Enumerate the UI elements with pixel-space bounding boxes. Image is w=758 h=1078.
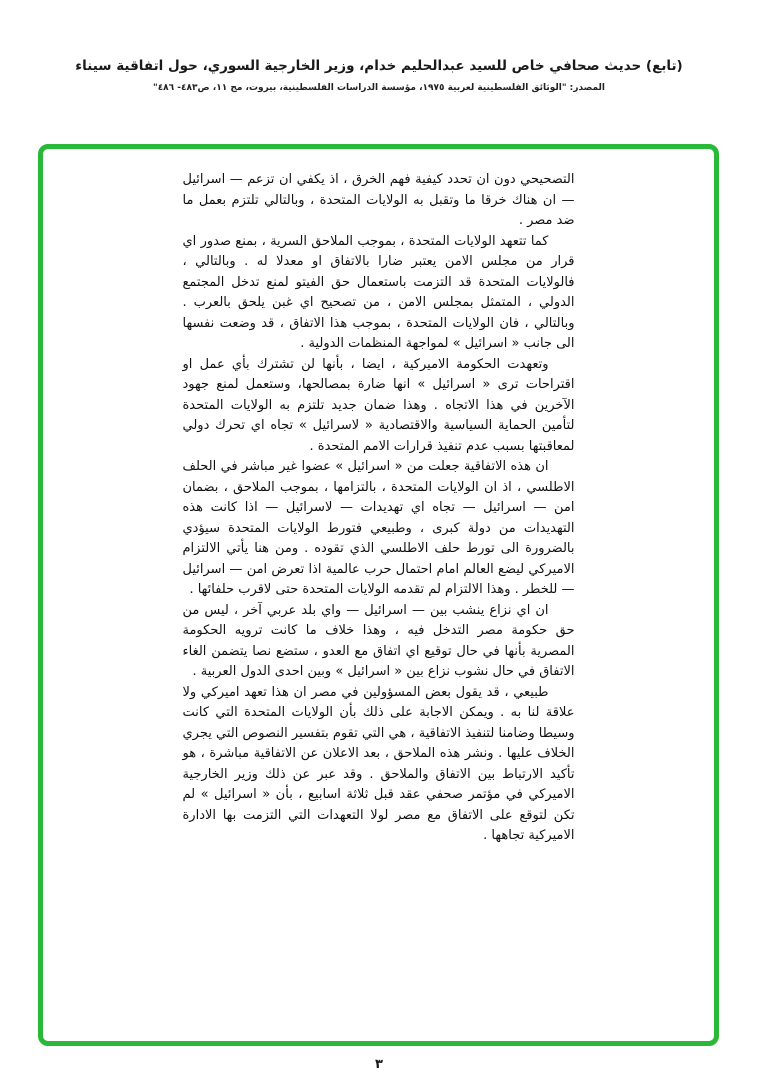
source-citation: المصدر: "الوثائق الفلسطينية لعربية ١٩٧٥، مؤسسة الدراسات الفلسطينية، بيروت، مج ١١، ص٤٨٣- ٤٨٦" (152, 83, 606, 93)
paragraph: التصحيحي دون ان تحدد كيفية فهم الخرق ، اذ يكفي ان تزعم — اسرائيل — ان هناك خرقا ما وتقبل به الولايات المتحدة ، وبالتالي تلتزم بعمل ما ضد مصر . (182, 172, 575, 228)
paragraph: طبيعي ، قد يقول بعض المسؤولين في مصر ان هذا تعهد اميركي ولا علاقة لنا به . ويمكن الاجابة على ذلك بأن الولايات المتحدة التي كانت وسيطا وضامنا لتنفيذ الاتفاقية ، هي التي تقوم بتفسير النصوص التي يجري الخلاف عليها . ونشر هذه الملاحق ، بعد الاعلان عن الاتفاقية مباشرة ، هو تأكيد الارتباط بين الاتفاق والملاحق . وقد عبر عن ذلك وزير الخارجية الاميركي في مؤتمر صحفي عقد قبل ثلاثة اسابيع ، بأن « اسرائيل » لم تكن لتوقع على الاتفاق مع مصر لولا التعهدات التي التزمت بها الادارة الاميركية تجاهها . (182, 684, 575, 843)
green-border-frame (38, 144, 719, 1046)
paragraph: كما تتعهد الولايات المتحدة ، بموجب الملاحق السرية ، بمنع صدور اي قرار من مجلس الامن يعتبر ضارا بالاتفاق او معدلا له . وبالتالي ، فالولايات المتحدة قد التزمت باستعمال حق الفيتو لمنع تدخل المجتمع الدولي ، المتمثل بمجلس الامن ، من تصحيح اي غبن يلحق بالعرب . وبالتالي ، فان الولايات المتحدة ، بموجب هذا الاتفاق ، قد وضعت نفسها الى جانب « اسرائيل » لمواجهة المنظمات الدولية . (182, 233, 575, 351)
body-text (183, 170, 575, 847)
paragraph: وتعهدت الحكومة الاميركية ، ايضا ، بأنها لن تشترك بأي عمل او اقتراحات ترى « اسرائيل » انها ضارة بمصالحها، وستعمل لمنع جهود الآخرين في هذا الاتجاه . وهذا ضمان جديد تلتزم به الولايات المتحدة لتأمين الحماية السياسية والاقتصادية « لاسرائيل » تجاه اي تحرك دولي لمعاقبتها بسبب عدم تنفيذ قرارات الامم المتحدة . (182, 356, 575, 454)
paragraph: ان هذه الاتفاقية جعلت من « اسرائيل » عضوا غير مباشر في الحلف الاطلسي ، اذ ان الولايات المتحدة ، بالتزامها ، بموجب الملاحق ، بضمان امن — اسرائيل — تجاه اي تهديدات — لاسرائيل — اذا كانت هذه التهديدات من دولة كبرى ، وطبيعي فتورط الولايات المتحدة سيؤدي بالضرورة الى تورط حلف الاطلسي الذي تقوده . ومن هنا يأتي الالتزام الاميركي ليضع العالم امام احتمال حرب عالمية اذا تعرض امن — اسرائيل — للخطر . وهذا الالتزام لم تقدمه الولايات المتحدة حتى لاقرب حلفائها . (182, 459, 575, 597)
document-title: (تابع) حديث صحافي خاص للسيد عبدالحليم خدام، وزير الخارجية السوري، حول اتفاقية سيناء (75, 58, 683, 74)
page-number: ٣ (375, 1057, 383, 1072)
paragraph: ان اي نزاع ينشب بين — اسرائيل — واي بلد عربي آخر ، ليس من حق حكومة مصر التدخل فيه ، وهذا خلاف ما كانت ترويه الحكومة المصرية بأنها في حال توقيع اي اتفاق مع العدو ، ستضع نصا يتضمن الغاء الاتفاق في حال نشوب نزاع بين « اسرائيل » وبين احدى الدول العربية . (182, 602, 575, 679)
